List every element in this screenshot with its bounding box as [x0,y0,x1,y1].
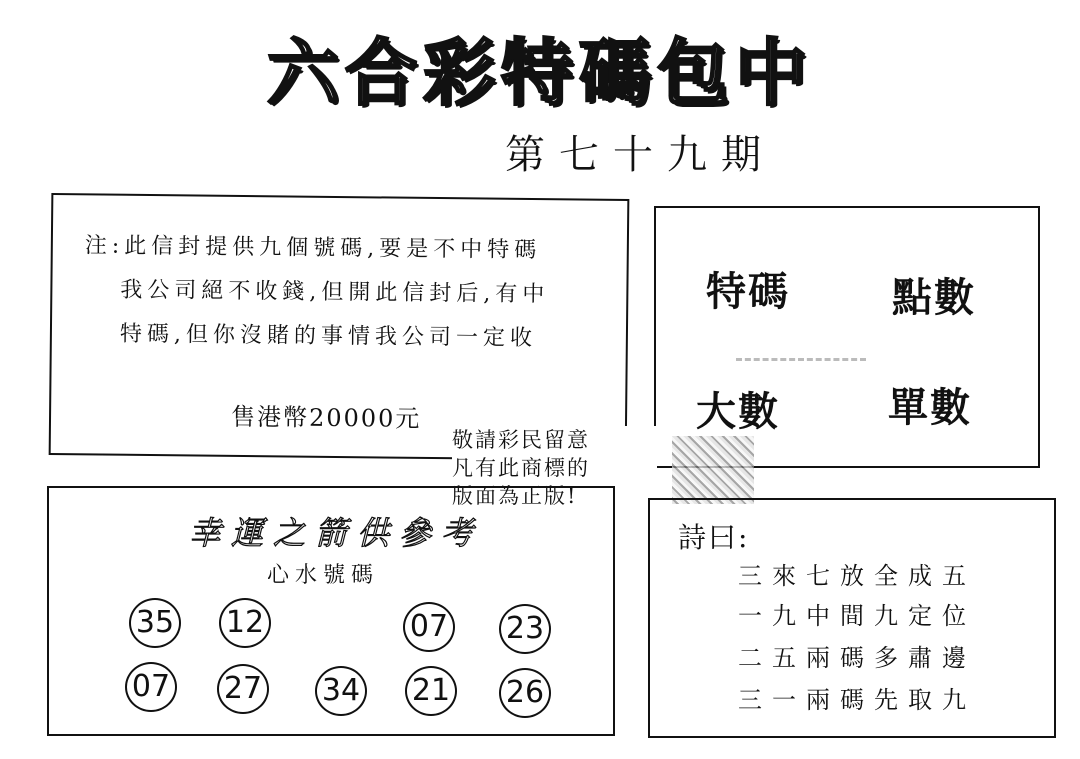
issue-number: 第七十九期 [505,132,775,178]
number-ball: 26 [499,668,551,718]
trademark-line-1: 敬請彩民留意 [452,428,590,452]
notice-line-2: 我公司絕不收錢,但開此信封后,有中 [120,277,550,308]
poem-line-3: 二五兩碼多肅邊 [738,644,976,672]
notice-line-1: 注:此信封提供九個號碼,要是不中特碼 [84,233,542,264]
number-ball: 34 [315,666,367,716]
number-ball: 23 [499,604,551,654]
number-ball: 07 [403,602,455,652]
category-tema: 特碼 [706,269,790,315]
number-ball: 12 [219,598,271,648]
number-ball: 21 [405,666,457,716]
category-dashu: 大數 [696,389,780,435]
lucky-title: 幸運之箭供參考 [189,514,484,552]
poem-box [648,498,1056,738]
trademark-line-2: 凡有此商標的 [452,456,590,480]
notice-box [49,193,630,461]
price-text: 售港幣20000元 [230,402,422,433]
category-box [654,206,1040,468]
poem-line-4: 三一兩碼先取九 [738,686,976,714]
category-danshu: 單數 [888,385,972,431]
poem-heading: 詩曰: [678,521,750,554]
poem-line-1: 三來七放全成五 [738,562,976,590]
lucky-numbers-box [47,486,615,736]
page-title: 六合彩特碼包中 [266,30,813,115]
number-ball: 07 [125,662,177,712]
trademark-line-3: 版面為正版! [452,484,578,508]
divider [736,358,866,361]
number-ball: 35 [129,598,181,648]
poem-line-2: 一九中間九定位 [738,602,976,630]
lucky-subtitle: 心水號碼 [267,563,380,588]
number-ball: 27 [217,664,269,714]
category-dianshu: 點數 [892,275,976,321]
notice-line-3: 特碼,但你沒賭的事情我公司一定收 [119,321,538,352]
trademark-logo [672,436,754,504]
